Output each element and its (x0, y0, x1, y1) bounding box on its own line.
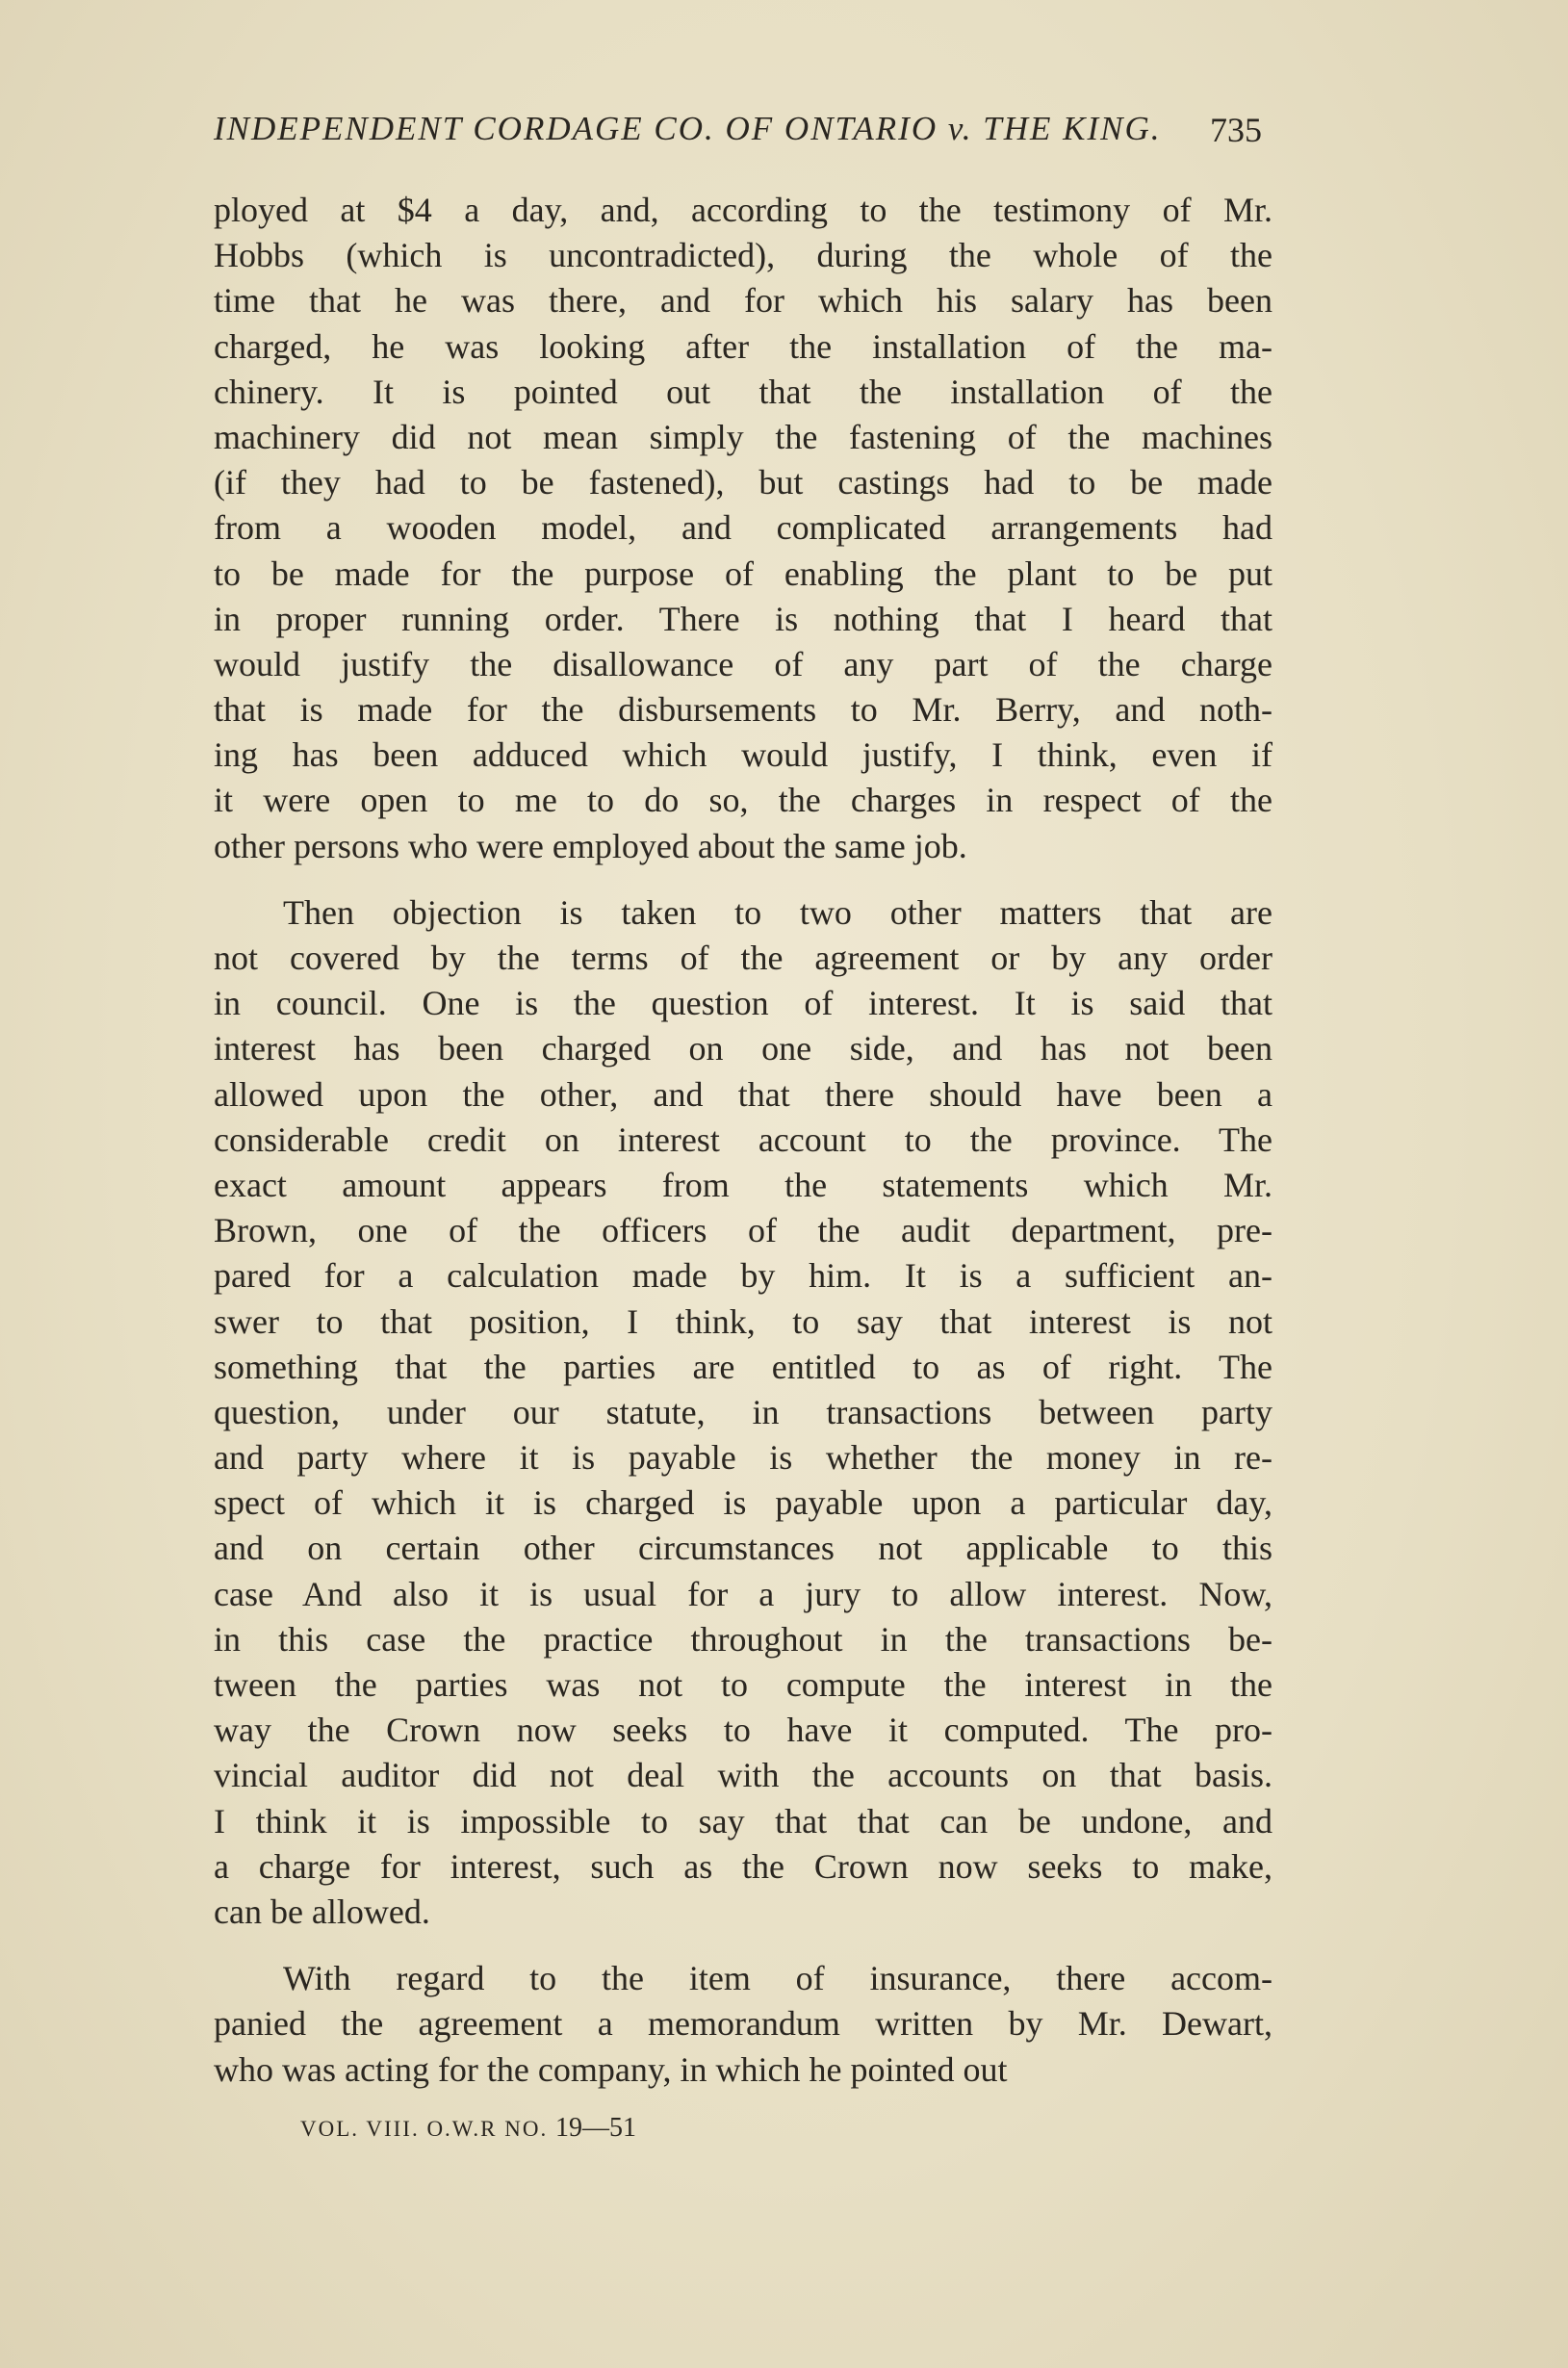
text-line: charged, he was looking after the installation of the ma- (214, 326, 1272, 366)
text-line: Hobbs (which is uncontradicted), during the whole of the (214, 236, 1272, 275)
text-line: vincial auditor did not deal with the accounts on that basis. (214, 1756, 1272, 1795)
text-line: from a wooden model, and complicated arrangements had (214, 508, 1272, 548)
text-line: (if they had to be fastened), but castings had to be made (214, 463, 1272, 502)
signature-number: 19—51 (554, 2113, 636, 2143)
text-line: interest has been charged on one side, and has not been (214, 1029, 1272, 1068)
text-line: panied the agreement a memorandum written by Mr. Dewart, (214, 2004, 1272, 2044)
text-line: in proper running order. There is nothing that I heard that (214, 599, 1272, 638)
paragraph (214, 188, 1272, 869)
paragraph (214, 890, 1272, 1935)
text-line: in this case the practice throughout in the transactions be- (214, 1619, 1272, 1659)
text-line: not covered by the terms of the agreement or by any order (214, 939, 1272, 977)
text-line: who was acting for the company, in which he pointed out (214, 2049, 1008, 2089)
text-line: would justify the disallowance of any part of the charge (214, 644, 1272, 683)
text-line: ing has been adduced which would justify, I think, even if (214, 735, 1272, 775)
text-line: exact amount appears from the statements which Mr. (214, 1165, 1272, 1204)
text-line: case And also it is usual for a jury to allow interest. Now, (214, 1574, 1272, 1613)
page-number: 735 (1210, 111, 1262, 149)
text-line: a charge for interest, such as the Crown now seeks to make, (214, 1846, 1272, 1886)
text-line: I think it is impossible to say that that can be undone, and (214, 1801, 1272, 1840)
text-line: pared for a calculation made by him. It is a sufficient an- (214, 1256, 1272, 1296)
paragraph (214, 1956, 1272, 2093)
signature-text: VOL. VIII. O.W.R NO. (300, 2117, 549, 2141)
paragraph-gap (214, 1935, 1272, 1956)
text-line: and party where it is payable is whether the money in re- (214, 1438, 1272, 1478)
text-line: allowed upon the other, and that there should have been a (214, 1074, 1272, 1114)
text-line: way the Crown now seeks to have it computed. The pro- (214, 1711, 1272, 1750)
text-line: in council. One is the question of interest. It is said that (214, 984, 1272, 1023)
text-line: spect of which it is charged is payable upon a particular day, (214, 1483, 1272, 1523)
text-line: something that the parties are entitled to as of right. The (214, 1347, 1272, 1386)
text-line: to be made for the purpose of enabling the plant to be put (214, 553, 1272, 593)
text-line: ployed at $4 a day, and, according to the testimony of Mr. (214, 191, 1272, 229)
text-line: machinery did not mean simply the fastening of the machines (214, 417, 1272, 456)
paragraph-gap (214, 869, 1272, 890)
text-line: can be allowed. (214, 1892, 430, 1931)
running-head: INDEPENDENT CORDAGE CO. OF ONTARIO v. THE KING. (214, 110, 1162, 147)
text-line: other persons who were employed about the same job. (214, 826, 967, 865)
text-line: With regard to the item of insurance, there accom- (283, 1959, 1272, 1998)
page-header (214, 106, 1272, 154)
text-line: chinery. It is pointed out that the installation of the (214, 372, 1272, 411)
text-line: question, under our statute, in transactions between party (214, 1392, 1272, 1431)
text-line: swer to that position, I think, to say that interest is not (214, 1301, 1272, 1341)
text-line: and on certain other circumstances not applicable to this (214, 1529, 1272, 1568)
text-line: tween the parties was not to compute the interest in the (214, 1665, 1272, 1704)
text-line: time that he was there, and for which his salary has been (214, 281, 1272, 321)
text-line: that is made for the disbursements to Mr. Berry, and noth- (214, 690, 1272, 730)
text-line: Brown, one of the officers of the audit department, pre- (214, 1211, 1272, 1250)
text-line: it were open to me to do so, the charges in respect of the (214, 781, 1272, 820)
body-text (214, 188, 1272, 2093)
text-line: considerable credit on interest account to the province. The (214, 1120, 1272, 1159)
signature-mark (300, 2113, 636, 2144)
text-line: Then objection is taken to two other matters that are (283, 892, 1272, 932)
